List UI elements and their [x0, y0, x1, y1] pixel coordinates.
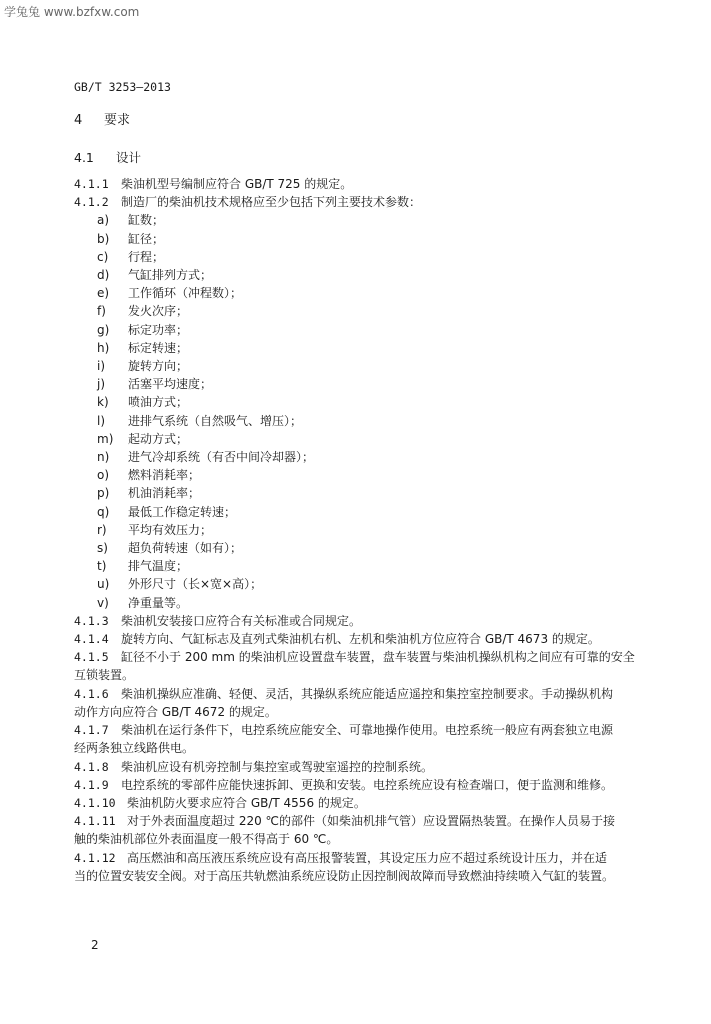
section-heading — [74, 148, 141, 166]
item-label: v) — [97, 595, 109, 610]
item-text: 标定功率； — [128, 322, 189, 337]
list-item — [97, 266, 659, 284]
item-label: g) — [97, 322, 110, 337]
item-text: 进气冷却系统（有否中间冷却器）； — [128, 450, 315, 465]
clause-4-1-5 — [74, 648, 659, 684]
list-item — [97, 339, 659, 357]
item-text: 缸径； — [128, 231, 165, 246]
list-item — [97, 575, 659, 593]
clause-4-1-8 — [74, 758, 659, 776]
clause-list — [74, 175, 659, 885]
clause-number: 4.1.9 — [74, 777, 109, 792]
item-text: 缸数； — [128, 213, 165, 228]
clause-continuation: 动作方向应符合 GB/T 4672 的规定。 — [74, 704, 277, 719]
item-label: a) — [97, 213, 110, 228]
item-label: q) — [97, 504, 110, 519]
clause-text: 缸径不小于 200 mm 的柴油机应设置盘车装置，盘车装置与柴油机操纵机构之间应有可靠的安全 — [121, 650, 635, 665]
item-text: 旋转方向； — [128, 359, 189, 374]
standard-number: GB/T 3253—2013 — [74, 80, 171, 94]
list-item — [97, 357, 659, 375]
clause-number: 4.1.8 — [74, 759, 109, 774]
clause-continuation: 经两条独立线路供电。 — [74, 741, 195, 756]
clause-4-1-10 — [74, 794, 659, 812]
item-text: 平均有效压力； — [128, 522, 213, 537]
list-item — [97, 503, 659, 521]
clause-text: 旋转方向、气缸标志及直列式柴油机右机、左机和柴油机方位应符合 GB/T 4673 的规定。 — [121, 632, 600, 647]
clause-4-1-4 — [74, 630, 659, 648]
item-label: s) — [97, 541, 108, 556]
chapter-title: 要求 — [104, 113, 131, 128]
clause-text: 柴油机防火要求应符合 GB/T 4556 的规定。 — [127, 795, 366, 810]
parameter-list — [74, 211, 659, 611]
list-item — [97, 302, 659, 320]
clause-continuation: 互锁装置。 — [74, 668, 135, 683]
clause-number: 4.1.7 — [74, 723, 109, 738]
item-text: 起动方式； — [128, 431, 189, 446]
clause-number: 4.1.10 — [74, 795, 116, 810]
item-text: 喷油方式； — [128, 395, 189, 410]
list-item — [97, 484, 659, 502]
clause-number: 4.1.11 — [74, 814, 116, 829]
item-text: 进排气系统（自然吸气、增压）； — [128, 413, 303, 428]
item-label: c) — [97, 249, 109, 264]
clause-text: 柴油机操纵应准确、轻便、灵活，其操纵系统应能适应遥控和集控室控制要求。手动操纵机构 — [121, 686, 614, 701]
list-item — [97, 466, 659, 484]
clause-number: 4.1.2 — [74, 195, 109, 210]
item-text: 发火次序； — [128, 304, 189, 319]
item-label: e) — [97, 286, 110, 301]
list-item — [97, 393, 659, 411]
item-label: o) — [97, 468, 110, 483]
item-label: k) — [97, 395, 109, 410]
clause-4-1-3 — [74, 612, 659, 630]
clause-number: 4.1.5 — [74, 650, 109, 665]
list-item — [97, 521, 659, 539]
clause-number: 4.1.4 — [74, 632, 109, 647]
chapter-heading — [74, 109, 130, 128]
item-label: u) — [97, 577, 110, 592]
clause-4-1-12 — [74, 849, 659, 885]
clause-number: 4.1.3 — [74, 613, 109, 628]
item-text: 工作循环（冲程数）； — [128, 286, 243, 301]
item-label: b) — [97, 231, 110, 246]
list-item — [97, 557, 659, 575]
list-item — [97, 412, 659, 430]
clause-text: 柴油机在运行条件下，电控系统应能安全、可靠地操作使用。电控系统一般应有两套独立电源 — [121, 723, 614, 738]
clause-number: 4.1.6 — [74, 686, 109, 701]
clause-text: 电控系统的零部件应能快速拆卸、更换和安装。电控系统应设有检查端口，便于监测和维修。 — [121, 777, 614, 792]
list-item — [97, 230, 659, 248]
clause-continuation: 触的柴油机部位外表面温度一般不得高于 60 ℃。 — [74, 832, 339, 847]
chapter-number: 4 — [74, 113, 83, 128]
clause-text: 对于外表面温度超过 220 ℃的部件（如柴油机排气管）应设置隔热装置。在操作人员易于接 — [127, 814, 616, 829]
item-label: p) — [97, 486, 110, 501]
item-label: l) — [97, 413, 106, 428]
page-number: 2 — [91, 938, 99, 952]
item-label: r) — [97, 522, 107, 537]
clause-4-1-1 — [74, 175, 659, 193]
item-text: 气缸排列方式； — [128, 268, 213, 283]
item-text: 行程； — [128, 249, 165, 264]
section-title: 设计 — [116, 150, 142, 165]
clause-4-1-7 — [74, 721, 659, 757]
clause-text: 制造厂的柴油机技术规格应至少包括下列主要技术参数： — [121, 195, 422, 210]
item-text: 排气温度； — [128, 559, 189, 574]
item-label: i) — [97, 359, 106, 374]
watermark: 学兔兔 www.bzfxw.com — [4, 5, 140, 19]
item-label: j) — [97, 377, 106, 392]
clause-number: 4.1.12 — [74, 850, 116, 865]
item-text: 最低工作稳定转速； — [128, 504, 237, 519]
item-label: d) — [97, 268, 110, 283]
item-text: 机油消耗率； — [128, 486, 201, 501]
item-text: 标定转速； — [128, 340, 189, 355]
clause-4-1-2 — [74, 193, 659, 211]
clause-4-1-6 — [74, 685, 659, 721]
clause-text: 柴油机安装接口应符合有关标准或合同规定。 — [121, 613, 362, 628]
item-text: 燃料消耗率； — [128, 468, 201, 483]
item-label: t) — [97, 559, 107, 574]
list-item — [97, 375, 659, 393]
list-item — [97, 211, 659, 229]
clause-text: 高压燃油和高压液压系统应设有高压报警装置，其设定压力应不超过系统设计压力，并在适 — [127, 850, 608, 865]
clause-text: 柴油机型号编制应符合 GB/T 725 的规定。 — [121, 177, 353, 191]
clause-number: 4.1.1 — [74, 177, 109, 191]
item-label: n) — [97, 450, 110, 465]
clause-continuation: 当的位置安装安全阀。对于高压共轨燃油系统应设防止因控制阀故障而导致燃油持续喷入气缸的装置。 — [74, 868, 615, 883]
list-item — [97, 430, 659, 448]
item-label: h) — [97, 340, 110, 355]
list-item — [97, 448, 659, 466]
clause-text: 柴油机应设有机旁控制与集控室或驾驶室遥控的控制系统。 — [121, 759, 434, 774]
clause-4-1-9 — [74, 776, 659, 794]
list-item — [97, 594, 659, 612]
item-text: 净重量等。 — [128, 595, 189, 610]
list-item — [97, 248, 659, 266]
clause-4-1-11 — [74, 812, 659, 848]
list-item — [97, 539, 659, 557]
section-number: 4.1 — [74, 150, 94, 165]
list-item — [97, 321, 659, 339]
item-label: f) — [97, 304, 106, 319]
item-text: 外形尺寸（长×宽×高）； — [128, 577, 263, 592]
item-text: 活塞平均速度； — [128, 377, 213, 392]
item-text: 超负荷转速（如有）； — [128, 541, 243, 556]
list-item — [97, 284, 659, 302]
item-label: m) — [97, 431, 114, 446]
